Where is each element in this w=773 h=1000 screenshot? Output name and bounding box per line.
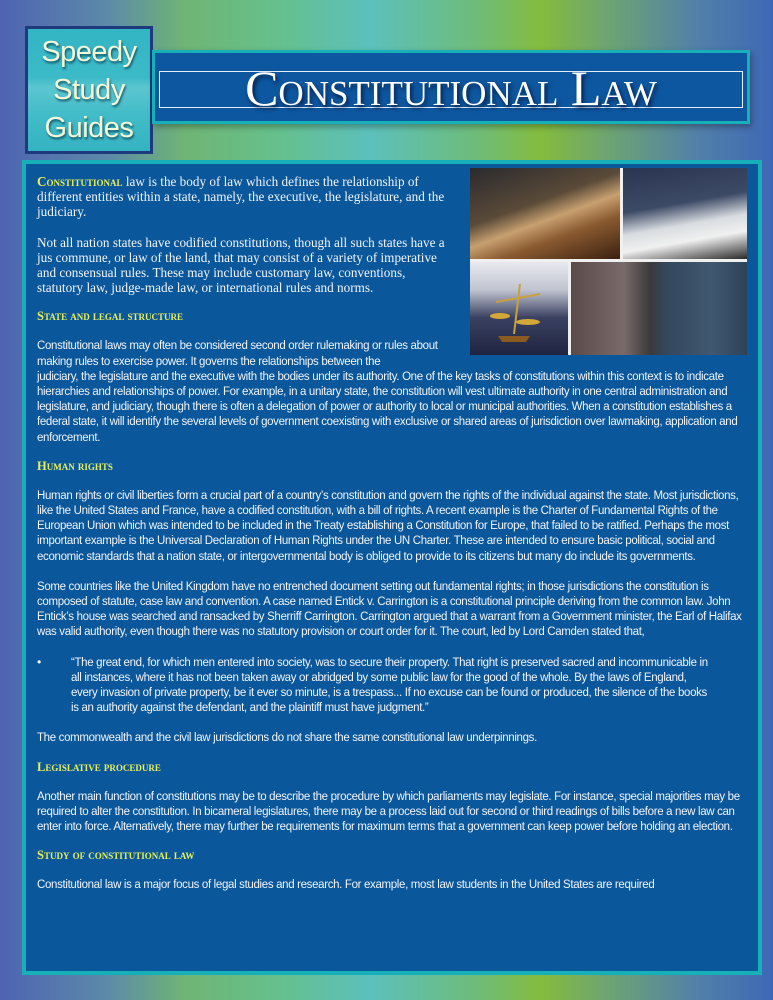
legislative-procedure-paragraph: Another main function of constitutions may be to describe the procedure by which parliaments may legislate. For instance, special majorities may be required to alter the constitution. In bicameral legislatures, there may be a process laid out for second or third readings of bills before a new law can enter into force. Alternatively, there may further be requirements for maximum terms that a government can keep power before holding an election. [37,788,740,834]
intro-paragraph-2: Not all nation states have codified constitutions, though all such states have a jus commune, or law of the land, that may consist of a variety of imperative and consensual rules. These may include customary law, conventions, statutory law, judge-made law, or international rules and norms. [37,234,445,296]
title-frame [159,59,743,116]
quote-list-item [37,655,744,716]
logo-line-3: Guides [44,112,134,144]
title-banner [152,50,750,124]
section-heading-state-structure: State and legal structure [37,309,184,324]
section-heading-study: Study of constitutional law [37,848,195,863]
logo-line-1: Speedy [41,36,137,68]
camden-quote: “The great end, for which men entered into society, was to secure their property. That right is preserved sacred and incommunicable in all instances, where it has not been taken away or abridged by some public law for the good of the whole. By the laws of England, every invasion of private property, be it ever so minute, is a trespass... If no excuse can be found or produced, the silence of the books is an authority against the defendant, and the plaintiff must have judgment.” [71,654,708,715]
commonwealth-paragraph: The commonwealth and the civil law jurisdictions do not share the same constitutional law underpinnings. [37,730,537,745]
section-heading-human-rights: Human rights [37,458,113,473]
state-structure-text-narrow: Constitutional laws may often be considered second order rulemaking or rules about making rules to exercise power. It governs the relationships between the [37,338,438,368]
article-body [37,174,744,893]
speedy-study-guides-logo [25,26,153,154]
quote-list [37,655,744,716]
intro-text: law is the body of law which defines the relationship of different entities within a state, namely, the executive, the legislature, and the judiciary. [37,174,445,220]
content-panel [22,160,762,975]
human-rights-paragraph-1: Human rights or civil liberties form a crucial part of a country’s constitution and govern the rights of the individual against the state. Most jurisdictions, like the United States and France, have a codified constitution, with a bill of rights. A recent example is the Charter of Fundamental Rights of the European Union which was intended to be included in the Treaty establishing a Constitution for Europe, that failed to be ratified. Perhaps the most important example is the Universal Declaration of Human Rights under the UN Charter. These are intended to ensure basic political, social and economic standards that a nation state, or intergovernmental body is obliged to provide to its citizens but many do include its governments. [37,487,739,563]
logo-line-2: Study [53,74,125,106]
intro-paragraph-1 [37,174,449,220]
lead-word: Constitutional [37,174,123,189]
page-title: Constitutional Law [245,59,657,116]
study-paragraph: Constitutional law is a major focus of legal studies and research. For example, most law students in the United States are required [37,877,655,892]
human-rights-paragraph-2: Some countries like the United Kingdom have no entrenched document setting out fundamental rights; in those jurisdictions the constitution is composed of statute, case law and convention. A case named Entick v. Carrington is a constitutional principle deriving from the common law. John Entick’s house was searched and ransacked by Sherriff Carrington. Carrington argued that a warrant from a Government minister, the Earl of Halifax was valid authority, even though there was no statutory provision or court order for it. The court, led by Lord Camden stated that, [37,578,742,639]
bullet-icon: • [37,654,41,669]
section-heading-legislative-procedure: Legislative procedure [37,759,161,774]
state-structure-paragraph [37,338,759,444]
state-structure-text-wide: judiciary, the legislature and the executive with the bodies under its authority. One of the key tasks of constitutions within this context is to indicate hierarchies and relationships of power. For example, in a unitary state, the constitution will vest ultimate authority in one central administration and legislature, and judiciary, though there is often a delegation of power or authority to local or municipal authorities. When a constitution establishes a federal state, it will identify the several levels of government coexisting with exclusive or shared areas of jurisdiction over lawmaking, application and enforcement. [37,368,738,444]
